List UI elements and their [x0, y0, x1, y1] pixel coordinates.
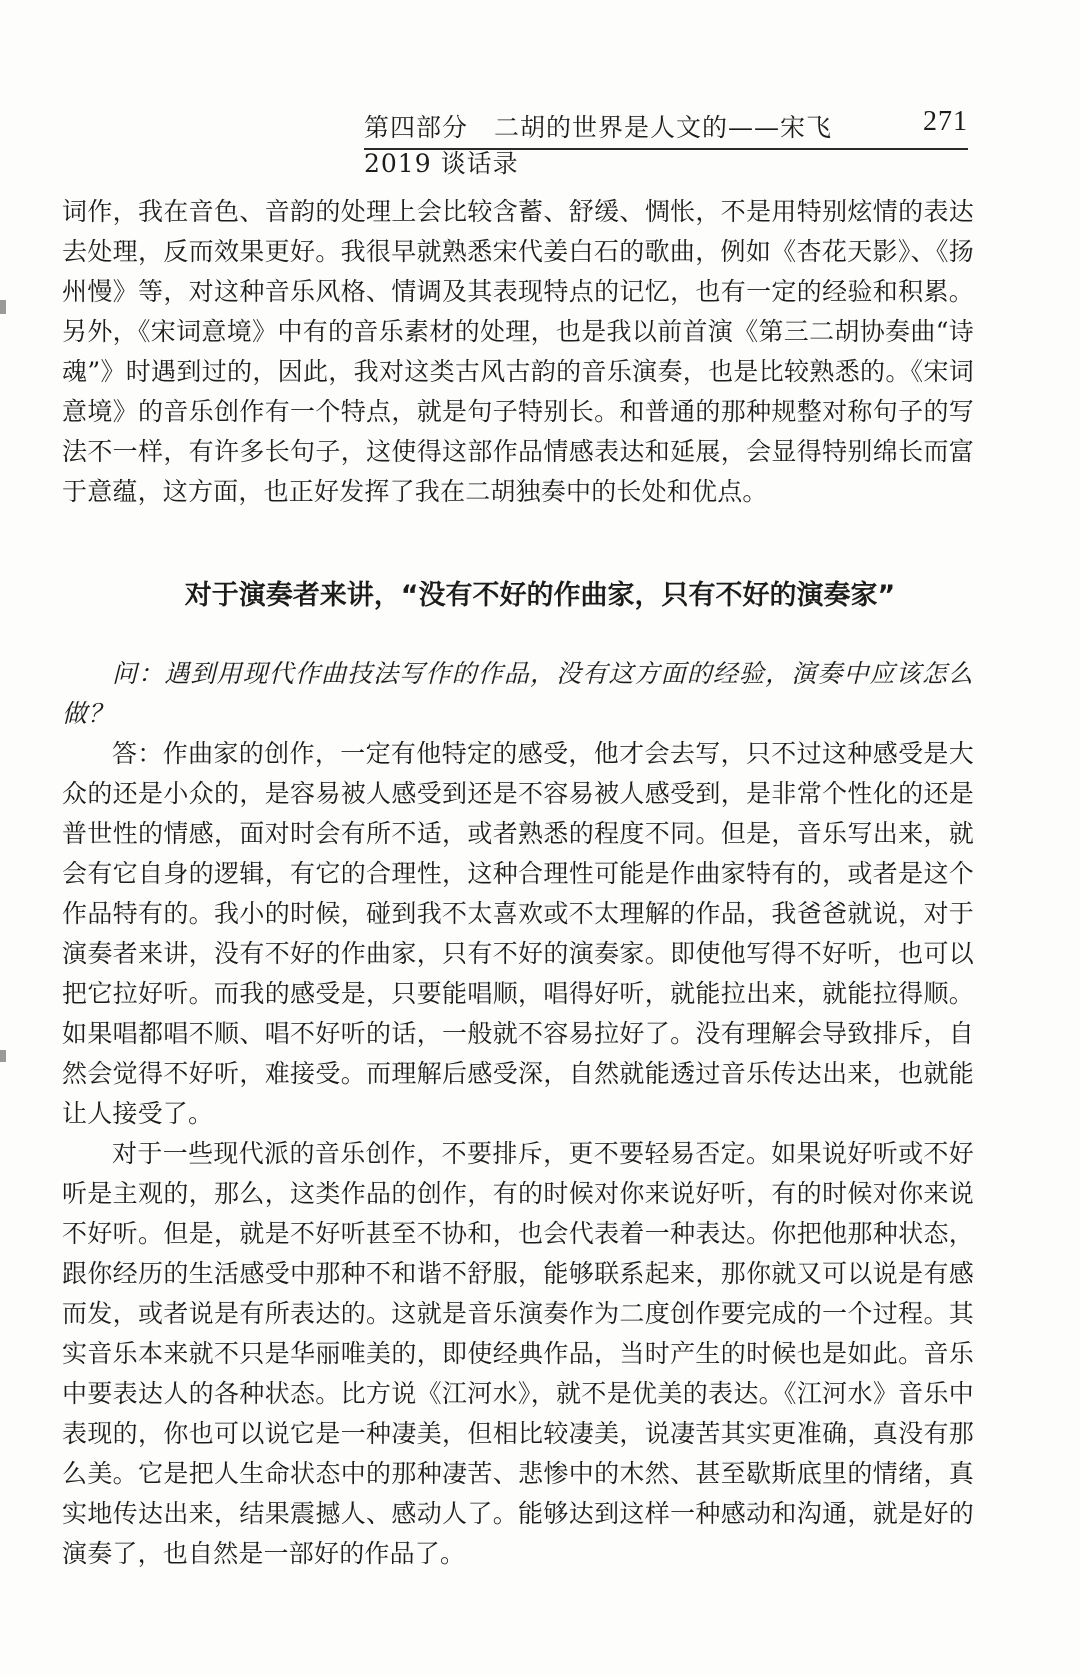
answer-paragraph: 对于一些现代派的音乐创作，不要排斥，更不要轻易否定。如果说好听或不好听是主观的，那么，这类作品的创作，有的时候对你来说好听，有的时候对你来说不好听。但是，就是不好听甚至不协和，也会代表着一种表达。你把他那种状态，跟你经历的生活感受中那种不和谐不舒服，能够联系起来，那你就又可以说是有感而发，或者说是有所表达的。这就是音乐演奏作为二度创作要完成的一个过程。其实音乐本来就不只是华丽唯美的，即使经典作品，当时产生的时候也是如此。音乐中要表达人的各种状态。比方说《江河水》，就不是优美的表达。《江河水》音乐中表现的，你也可以说它是一种凄美，但相比较凄美，说凄苦其实更准确，真没有那么美。它是把人生命状态中的那种凄苦、悲惨中的木然、甚至歇斯底里的情绪，真实地传达出来，结果震撼人、感动人了。能够达到这样一种感动和沟通，就是好的演奏了，也自然是一部好的作品了。 [62, 1139, 974, 1568]
header-title: 第四部分 二胡的世界是人文的——宋飞 2019 谈话录 [364, 113, 833, 178]
answer-paragraph: 答：作曲家的创作，一定有他特定的感受，他才会去写，只不过这种感受是大众的还是小众的，是容易被人感受到还是不容易被人感受到，是非常个性化的还是普世性的情感，面对时会有所不适，或者熟悉的程度不同。但是，音乐写出来，就会有它自身的逻辑，有它的合理性，这种合理性可能是作曲家特有的，或者是这个作品特有的。我小的时候，碰到我不太喜欢或不太理解的作品，我爸爸就说，对于演奏者来讲，没有不好的作曲家，只有不好的演奏家。即使他写得不好听，也可以把它拉好听。而我的感受是，只要能唱顺，唱得好听，就能拉出来，就能拉得顺。如果唱都唱不顺、唱不好听的话，一般就不容易拉好了。没有理解会导致排斥，自然会觉得不好听，难接受。而理解后感受深，自然就能透过音乐传达出来，也就能让人接受了。 [62, 739, 974, 1128]
running-header [364, 106, 968, 178]
question-paragraph: 问：遇到用现代作曲技法写作的作品，没有这方面的经验，演奏中应该怎么做？ [62, 659, 974, 728]
scan-edge-mark [0, 300, 6, 314]
section-heading: 对于演奏者来讲，“没有不好的作曲家，只有不好的演奏家” [184, 580, 896, 611]
paragraph: 词作，我在音色、音韵的处理上会比较含蓄、舒缓、惆怅，不是用特别炫情的表达去处理，反而效果更好。我很早就熟悉宋代姜白石的歌曲，例如《杏花天影》、《扬州慢》等，对这种音乐风格、情调及其表现特点的记忆，也有一定的经验和积累。另外，《宋词意境》中有的音乐素材的处理，也是我以前首演《第三二胡协奏曲“诗魂”》时遇到过的，因此，我对这类古风古韵的音乐演奏，也是比较熟悉的。《宋词意境》的音乐创作有一个特点，就是句子特别长。和普通的那种规整对称句子的写法不一样，有许多长句子，这使得这部作品情感表达和延展，会显得特别绵长而富于意蕴，这方面，也正好发挥了我在二胡独奏中的长处和优点。 [62, 197, 974, 506]
body-text-qa [62, 654, 974, 1574]
body-text-top [62, 192, 974, 512]
page-number: 271 [923, 106, 968, 137]
scan-edge-mark [0, 1050, 6, 1062]
